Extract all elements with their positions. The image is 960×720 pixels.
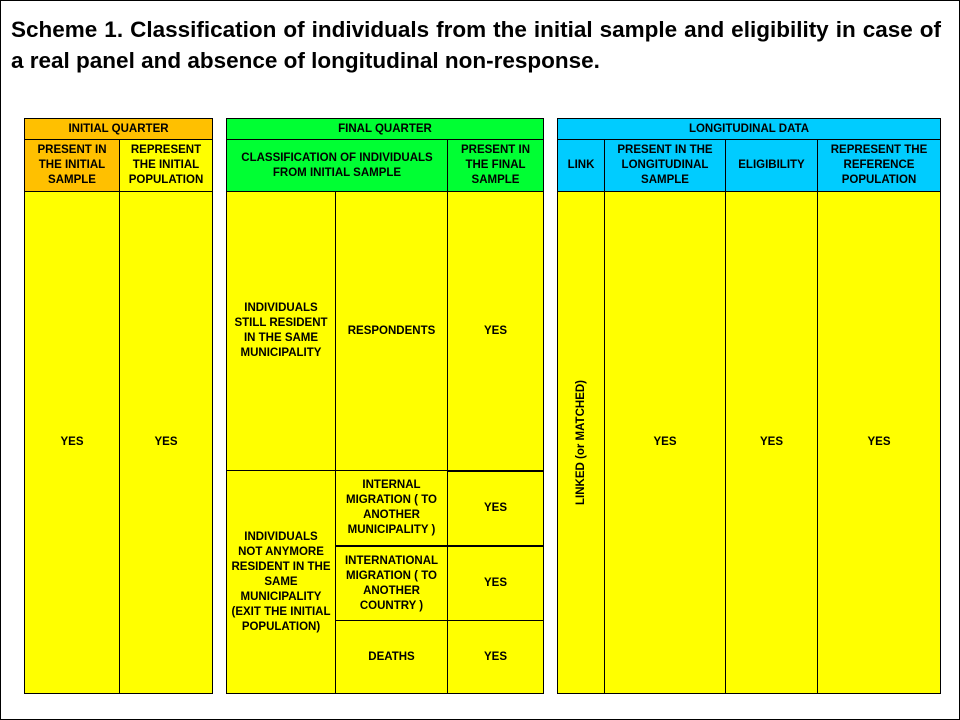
scheme-title: Scheme 1. Classification of individuals from the initial sample and eligibility in case of a real panel and absence of longitudinal non-response. — [11, 17, 941, 73]
initial-represent-header: REPRESENT THE INITIAL POPULATION — [119, 139, 213, 192]
initial-quarter-header: INITIAL QUARTER — [24, 118, 213, 140]
eligibility-value: YES — [725, 191, 818, 694]
final-quarter-header: FINAL QUARTER — [226, 118, 544, 140]
link-header: LINK — [557, 139, 605, 192]
international-migration-yes-cell: YES — [447, 545, 544, 621]
internal-migration-yes-cell: YES — [447, 470, 544, 546]
still-resident-cell: INDIVIDUALS STILL RESIDENT IN THE SAME MUNICIPALITY — [226, 191, 336, 471]
not-resident-cell: INDIVIDUALS NOT ANYMORE RESIDENT IN THE SAME MUNICIPALITY (EXIT THE INITIAL POPULATION) — [226, 470, 336, 694]
international-migration-cell: INTERNATIONAL MIGRATION ( TO ANOTHER COUNTRY ) — [335, 545, 448, 621]
final-present-header: PRESENT IN THE FINAL SAMPLE — [447, 139, 544, 192]
represent-reference-value: YES — [817, 191, 941, 694]
respondents-yes-cell: YES — [447, 191, 544, 471]
deaths-cell: DEATHS — [335, 620, 448, 694]
initial-represent-value: YES — [119, 191, 213, 694]
longitudinal-present-value: YES — [604, 191, 726, 694]
linked-label: LINKED (or MATCHED) — [574, 380, 587, 505]
initial-present-header: PRESENT IN THE INITIAL SAMPLE — [24, 139, 120, 192]
longitudinal-header: LONGITUDINAL DATA — [557, 118, 941, 140]
deaths-yes-cell: YES — [447, 620, 544, 694]
eligibility-header: ELIGIBILITY — [725, 139, 818, 192]
longitudinal-present-header: PRESENT IN THE LONGITUDINAL SAMPLE — [604, 139, 726, 192]
initial-present-value: YES — [24, 191, 120, 694]
final-classification-header: CLASSIFICATION OF INDIVIDUALS FROM INITIAL SAMPLE — [226, 139, 448, 192]
link-value-cell — [557, 191, 605, 694]
represent-reference-header: REPRESENT THE REFERENCE POPULATION — [817, 139, 941, 192]
internal-migration-cell: INTERNAL MIGRATION ( TO ANOTHER MUNICIPALITY ) — [335, 470, 448, 546]
respondents-cell: RESPONDENTS — [335, 191, 448, 471]
